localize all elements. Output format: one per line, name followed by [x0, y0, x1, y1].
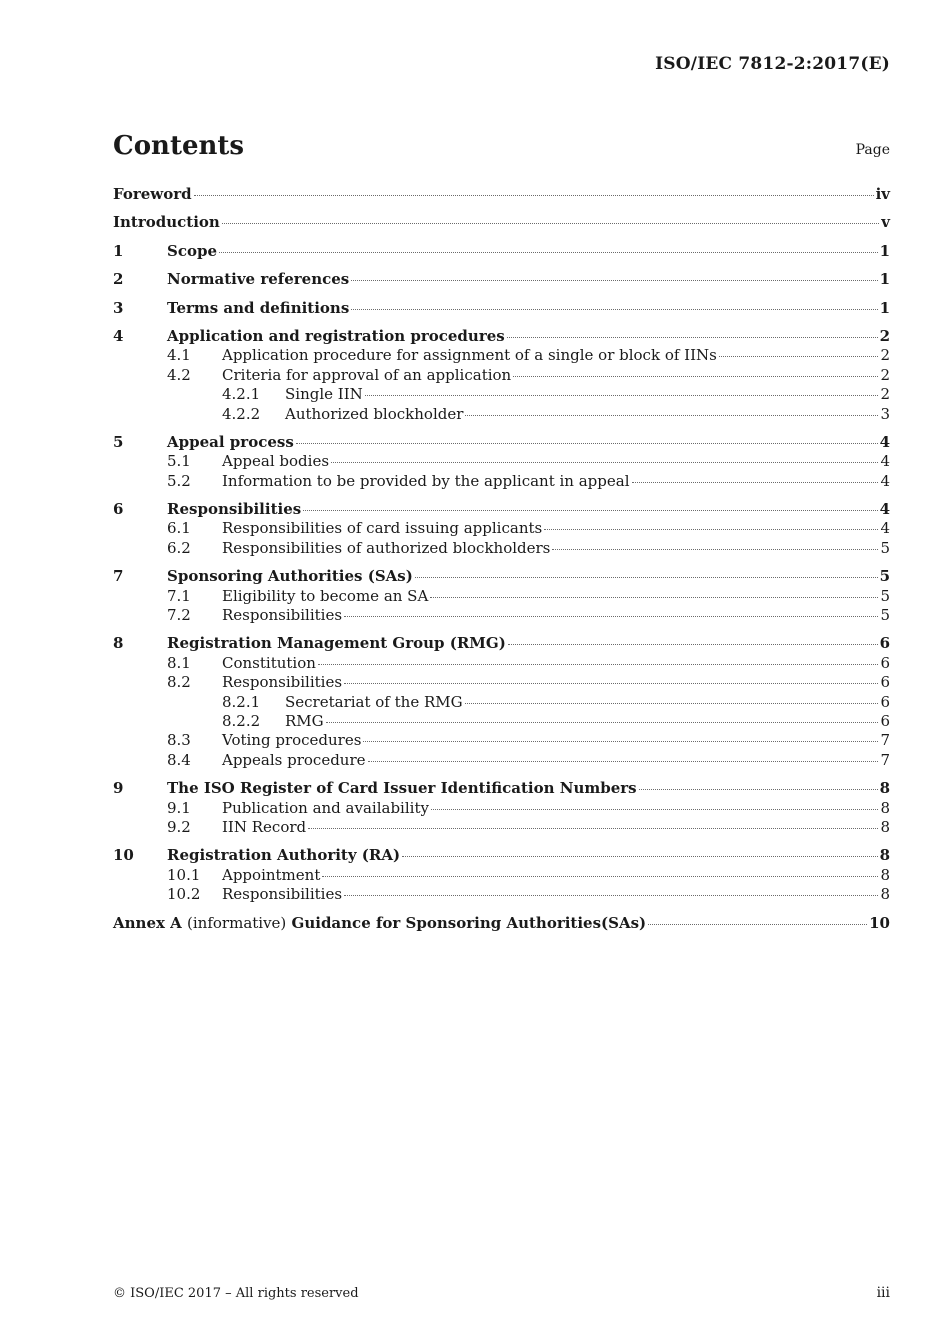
toc-entry[interactable] — [113, 327, 890, 346]
dot-leader — [326, 721, 879, 723]
dot-leader — [322, 875, 878, 877]
toc-page-number: 3 — [880, 404, 890, 423]
toc-entry[interactable] — [113, 213, 890, 232]
toc-entry[interactable] — [113, 346, 890, 365]
toc-page-number: 6 — [880, 673, 890, 692]
toc-section-number: 6 — [113, 500, 124, 519]
toc-section-number: 8.3 — [167, 731, 191, 750]
toc-section-number: 4 — [113, 326, 124, 345]
dot-leader — [344, 682, 878, 684]
toc-entries — [113, 185, 890, 905]
toc-entry-title: Appeals procedure — [222, 750, 366, 769]
toc-section-number: 4.2.1 — [222, 385, 261, 404]
toc-entry[interactable] — [113, 751, 890, 770]
dot-leader — [363, 740, 878, 742]
toc-page-number: 5 — [880, 606, 890, 625]
toc-section-number: 8 — [113, 634, 124, 653]
toc-entry[interactable] — [113, 606, 890, 625]
toc-entry-title: Responsibilities of authorized blockholders — [222, 538, 551, 557]
toc-entry-title: Secretariat of the RMG — [285, 692, 463, 711]
page-column-label: Page — [855, 142, 890, 158]
toc-entry-title: Authorized blockholder — [285, 404, 464, 423]
toc-entry[interactable] — [113, 866, 890, 885]
toc-section-number: 10.2 — [167, 885, 201, 904]
toc-entry-title: Registration Management Group (RMG) — [167, 634, 506, 653]
dot-leader — [431, 808, 879, 810]
toc-entry[interactable] — [113, 567, 890, 586]
toc-entry[interactable] — [113, 500, 890, 519]
dot-leader — [513, 375, 878, 377]
toc-entry-title: Voting procedures — [222, 731, 362, 750]
toc-entry[interactable] — [113, 654, 890, 673]
toc-page-number: 4 — [879, 500, 890, 519]
toc-section-number: 9.2 — [167, 817, 191, 836]
dot-leader — [296, 442, 878, 444]
toc-section-number: 10.1 — [167, 865, 201, 884]
annex-informative: (informative) — [187, 913, 287, 932]
toc-entry-title: RMG — [285, 711, 324, 730]
toc-entry[interactable] — [113, 433, 890, 452]
toc-entry[interactable] — [113, 673, 890, 692]
toc-entry-title: Information to be provided by the applicant in appeal — [222, 471, 630, 490]
toc-entry-title: Appointment — [222, 865, 321, 884]
toc-entry[interactable] — [113, 405, 890, 424]
toc-page-number: 2 — [880, 365, 890, 384]
toc-page-number: 4 — [880, 452, 890, 471]
toc-entry-title: Registration Authority (RA) — [167, 846, 401, 865]
toc-page-number: 1 — [879, 298, 890, 317]
toc-entry[interactable] — [113, 452, 890, 471]
toc-page-number: 5 — [879, 567, 890, 586]
toc-entry-title: Responsibilities — [222, 885, 343, 904]
toc-entry-title: The ISO Register of Card Issuer Identification Numbers — [167, 779, 637, 798]
dot-leader — [351, 279, 877, 281]
dot-leader — [719, 355, 879, 357]
toc-section-number: 6.2 — [167, 538, 191, 557]
toc-page-number: 10 — [869, 913, 890, 932]
dot-leader — [365, 394, 879, 396]
toc-page-number: 8 — [879, 846, 890, 865]
toc-page-number: 8 — [880, 798, 890, 817]
toc-entry-annex-a[interactable] — [113, 914, 890, 933]
toc-section-number: 5.1 — [167, 452, 191, 471]
toc-section-number: 8.4 — [167, 750, 191, 769]
toc-section-number: 3 — [113, 298, 124, 317]
copyright-notice: © ISO/IEC 2017 – All rights reserved — [113, 1286, 359, 1301]
toc-entry-title: Criteria for approval of an application — [222, 365, 512, 384]
toc-entry-title: Terms and definitions — [167, 298, 350, 317]
toc-entry-title: Foreword — [113, 185, 192, 203]
dot-leader — [552, 548, 878, 550]
toc-page-number: v — [881, 213, 890, 232]
toc-entry-title: Normative references — [167, 270, 350, 289]
dot-leader — [639, 788, 878, 790]
toc-entry[interactable] — [113, 712, 890, 731]
toc-entry-title: Appeal bodies — [222, 452, 330, 471]
dot-leader — [308, 827, 878, 829]
toc-page-number: 6 — [880, 692, 890, 711]
dot-leader — [331, 461, 878, 463]
toc-page-number: 2 — [879, 326, 890, 345]
toc-entry[interactable] — [113, 519, 890, 538]
dot-leader — [465, 702, 879, 704]
toc-entry-title: Responsibilities — [167, 500, 302, 519]
toc-entry[interactable] — [113, 299, 890, 318]
dot-leader — [415, 576, 878, 578]
toc-entry[interactable] — [113, 634, 890, 653]
toc-page-number: 1 — [879, 270, 890, 289]
toc-page-number: 8 — [880, 817, 890, 836]
toc-section-number: 8.2.2 — [222, 711, 261, 730]
toc-section-number: 5.2 — [167, 471, 191, 490]
toc-entry[interactable] — [113, 366, 890, 385]
toc-entry[interactable] — [113, 385, 890, 404]
toc-section-number: 10 — [113, 846, 134, 865]
toc-section-number: 2 — [113, 270, 124, 289]
dot-leader — [368, 760, 879, 762]
dot-leader — [194, 194, 874, 196]
toc-section-number: 4.2.2 — [222, 404, 261, 423]
toc-entry-title: IIN Record — [222, 817, 307, 836]
toc-section-number: 8.2 — [167, 673, 191, 692]
toc-page-number: 5 — [880, 586, 890, 605]
toc-entry[interactable] — [113, 472, 890, 491]
toc-entry-title: Single IIN — [285, 385, 363, 404]
toc-entry[interactable] — [113, 539, 890, 558]
toc-entry[interactable] — [113, 731, 890, 750]
toc-section-number: 4.1 — [167, 346, 191, 365]
toc-entry-title: Responsibilities — [222, 606, 343, 625]
toc-page-number: 5 — [880, 538, 890, 557]
dot-leader — [402, 855, 877, 857]
toc-entry-title: Responsibilities — [222, 673, 343, 692]
toc-section-number: 5 — [113, 432, 124, 451]
toc-section-number: 9 — [113, 779, 124, 798]
toc-entry-title: Sponsoring Authorities (SAs) — [167, 567, 413, 586]
toc-entry[interactable] — [113, 799, 890, 818]
toc-page-number: 8 — [880, 865, 890, 884]
dot-leader — [632, 481, 879, 483]
toc-section-number: 4.2 — [167, 365, 191, 384]
dot-leader — [219, 251, 878, 253]
dot-leader — [344, 894, 878, 896]
toc-entry-title: Responsibilities of card issuing applicants — [222, 519, 543, 538]
toc-entry-title: Application and registration procedures — [167, 326, 505, 345]
toc-page-number: 1 — [879, 241, 890, 260]
document-id: ISO/IEC 7812-2:2017(E) — [655, 54, 890, 74]
toc-page-number: 4 — [880, 519, 890, 538]
toc-page-number: 4 — [879, 432, 890, 451]
toc-page-number: 7 — [880, 750, 890, 769]
toc-entry[interactable] — [113, 779, 890, 798]
toc-section-number: 7 — [113, 567, 124, 586]
dot-leader — [544, 528, 878, 530]
dot-leader — [508, 643, 878, 645]
dot-leader — [648, 923, 867, 925]
toc-section-number: 7.1 — [167, 586, 191, 605]
footer-page-number: iii — [876, 1285, 890, 1301]
toc-page-number: 8 — [880, 885, 890, 904]
toc-entry-title: Application procedure for assignment of a single or block of IINs — [222, 346, 717, 365]
dot-leader — [465, 414, 878, 416]
toc-section-number: 7.2 — [167, 606, 191, 625]
toc-page-number: 8 — [879, 779, 890, 798]
toc-section-number: 8.1 — [167, 653, 191, 672]
dot-leader — [351, 308, 877, 310]
toc-entry[interactable] — [113, 885, 890, 904]
toc-entry[interactable] — [113, 818, 890, 837]
contents-title: Contents — [113, 131, 245, 161]
toc-page-number: 7 — [880, 731, 890, 750]
dot-leader — [430, 596, 878, 598]
toc-entry[interactable] — [113, 185, 890, 204]
toc-section-number: 9.1 — [167, 798, 191, 817]
toc-page-number: 4 — [880, 471, 890, 490]
dot-leader — [303, 509, 877, 511]
toc-page-number: 2 — [880, 346, 890, 365]
dot-leader — [507, 336, 878, 338]
toc-entry[interactable] — [113, 693, 890, 712]
toc-entry[interactable] — [113, 242, 890, 261]
toc-section-number: 8.2.1 — [222, 692, 261, 711]
annex-label: Annex A — [113, 913, 182, 932]
table-of-contents — [113, 185, 890, 933]
toc-entry-title: Appeal process — [167, 432, 294, 451]
toc-entry-title: Scope — [167, 241, 218, 260]
toc-section-number: 6.1 — [167, 519, 191, 538]
toc-entry-title: Eligibility to become an SA — [222, 586, 429, 605]
toc-page-number: 6 — [880, 711, 890, 730]
toc-section-number: 1 — [113, 241, 124, 260]
dot-leader — [222, 222, 879, 224]
dot-leader — [318, 663, 879, 665]
toc-page-number: 6 — [879, 634, 890, 653]
toc-entry[interactable] — [113, 846, 890, 865]
toc-entry-title: Publication and availability — [222, 798, 429, 817]
toc-page-number: 6 — [880, 653, 890, 672]
toc-entry[interactable] — [113, 587, 890, 606]
toc-entry[interactable] — [113, 270, 890, 289]
toc-page-number: 2 — [880, 385, 890, 404]
dot-leader — [344, 615, 878, 617]
toc-entry-title: Constitution — [222, 653, 316, 672]
toc-page-number: iv — [875, 185, 890, 203]
toc-entry-title: Introduction — [113, 213, 220, 232]
annex-title: Guidance for Sponsoring Authorities(SAs) — [291, 913, 647, 932]
